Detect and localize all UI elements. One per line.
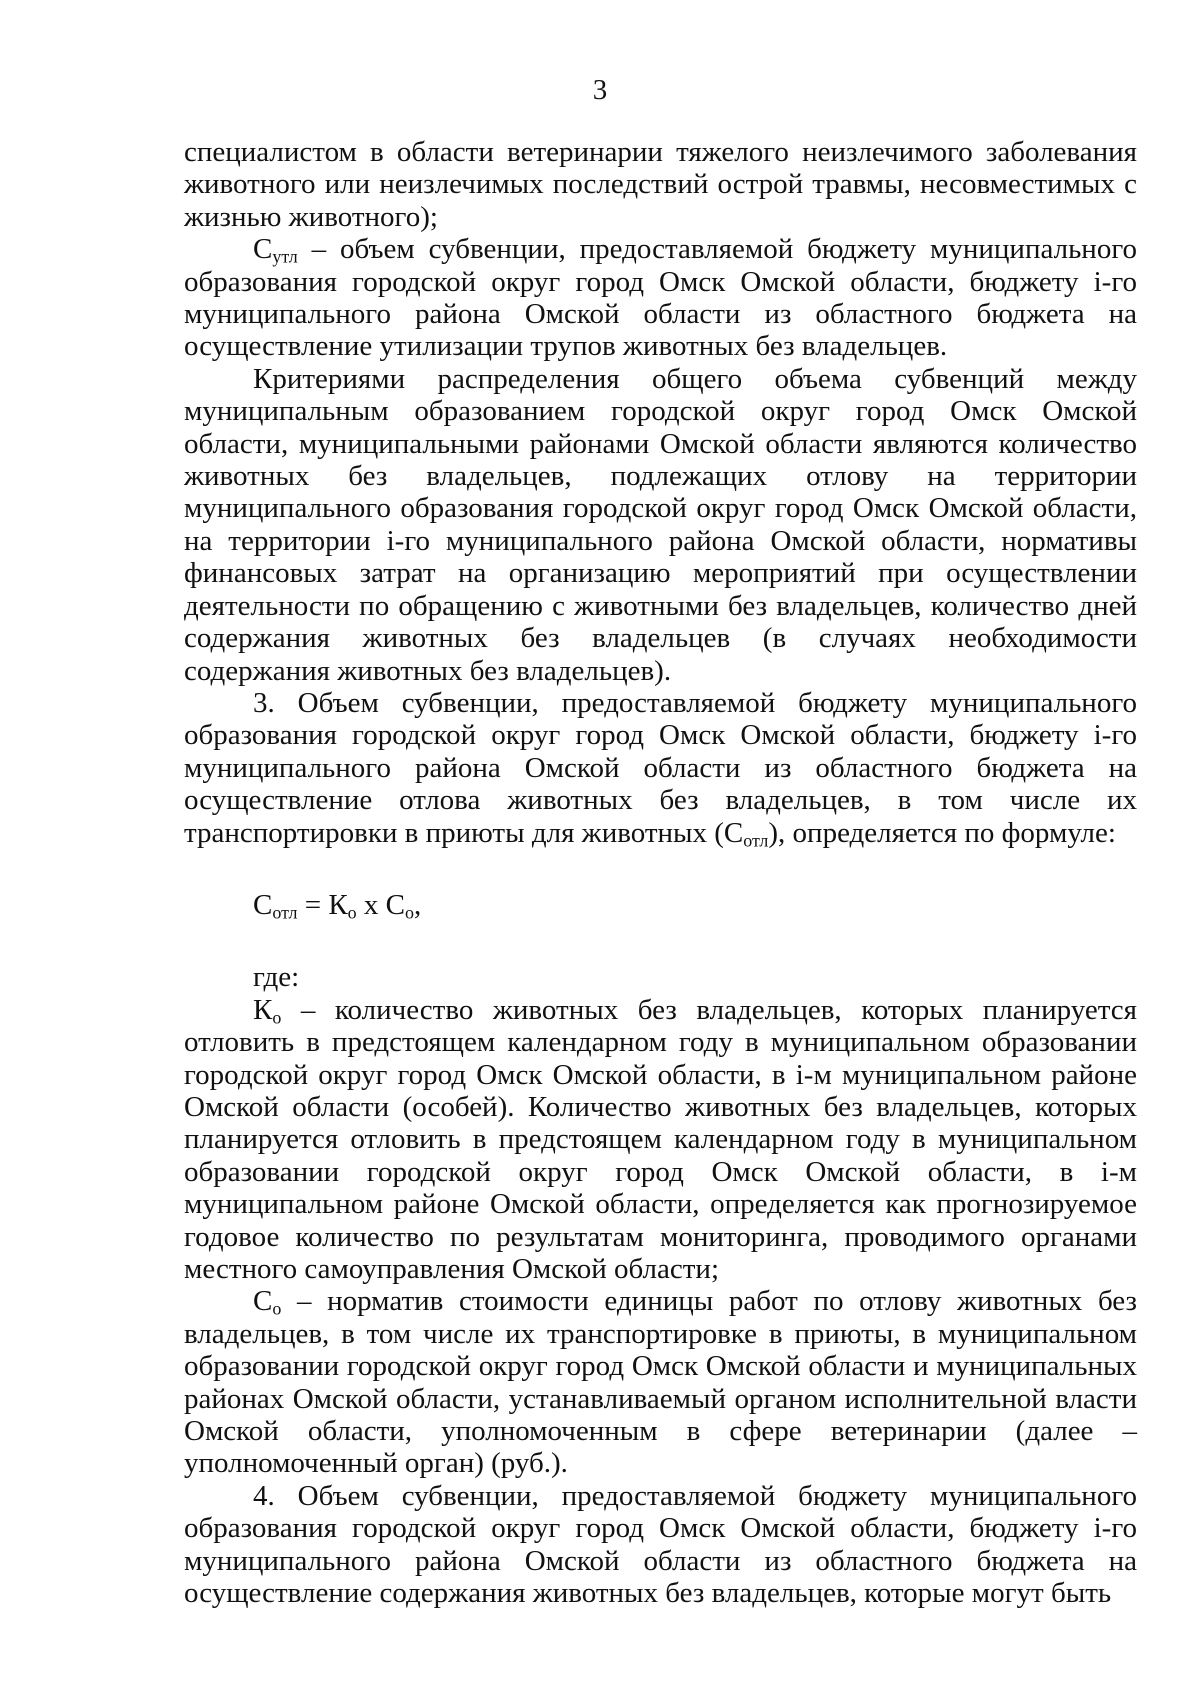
symbol-c: С: [253, 233, 273, 266]
paragraph-section-3: [184, 687, 1137, 849]
section-3-text: 3. Объем субвенции, предоставляемой бюджету муниципального образования городской округ город Омск Омской области, бюджету i-го муниципального района Омской области из областного бюджета на осуществление отлова животных без владельцев, в том числе их транспортировки в приюты для животных (С: [184, 686, 1137, 849]
formula-eq: = К: [297, 888, 348, 921]
formula-c-sub: отл: [272, 902, 298, 923]
formula: [184, 889, 1137, 921]
formula-c2-sub: о: [405, 902, 414, 923]
subscript-otl: отл: [743, 830, 769, 851]
where-label: где:: [253, 961, 300, 994]
symbol-c: С: [253, 1285, 273, 1318]
formula-k-sub: о: [347, 902, 357, 923]
paragraph-c-utl: [184, 233, 1137, 363]
page-number: 3: [592, 74, 608, 106]
definition-text: – количество животных без владельцев, которых планируется отловить в предстоящем календарном году в муниципальном образовании городской округ город Омск Омской области, в i-м муниципальном районе Омской области (особей). Количество животных без владельцев, которых планируется отловить в предстоящем календарном году в муниципальном образовании городской округ город Омск Омской области, в i-м муниципальном районе Омской области, определяется как прогнозируемое годовое количество по результатам мониторинга, проводимого органами местного самоуправления Омской области;: [184, 993, 1137, 1285]
spacer: [184, 849, 1137, 889]
subscript-utl: утл: [272, 246, 298, 267]
definition-text: – объем субвенции, предоставляемой бюджету муниципального образования городской округ город Омск Омской области, бюджету i-го муниципального района Омской области из областного бюджета на осуществление утилизации трупов животных без владельцев.: [184, 233, 1137, 363]
definition-text: – норматив стоимости единицы работ по отлову животных без владельцев, в том числе их транспортировке в приюты, в муниципальном образовании городской округ город Омск Омской области и муниципальных районах Омской области, устанавливаемый органом исполнительной власти Омской области, уполномоченным в сфере ветеринарии (далее – уполномоченный орган) (руб.).: [184, 1285, 1137, 1480]
formula-times: х С: [356, 888, 405, 921]
paragraph-section-4: 4. Объем субвенции, предоставляемой бюджету муниципального образования городской округ город Омск Омской области, бюджету i-го муниципального района Омской области из областного бюджета на осуществление содержания животных без владельцев, которые могут быть: [184, 1479, 1137, 1610]
document-body: [184, 136, 1137, 1609]
paragraph-k-o: [184, 994, 1137, 1286]
subscript-o: о: [272, 1298, 282, 1319]
spacer: [184, 921, 1137, 961]
symbol-k: К: [253, 993, 273, 1026]
formula-c: С: [253, 888, 273, 921]
section-3-text-end: ), определяется по формуле:: [768, 816, 1116, 849]
paragraph-criteria: Критериями распределения общего объема субвенций между муниципальным образованием городской округ город Омск Омской области, муниципальными районами Омской области являются количество животных без владельцев, подлежащих отлову на территории муниципального образования городской округ город Омск Омской области, на территории i-го муниципального района Омской области, нормативы финансовых затрат на организацию мероприятий при осуществлении деятельности по обращению с животными без владельцев, количество дней содержания животных без владельцев (в случаях необходимости содержания животных без владельцев).: [184, 362, 1137, 687]
paragraph-continuation: специалистом в области ветеринарии тяжелого неизлечимого заболевания животного или неизлечимых последствий острой травмы, несовместимых с жизнью животного);: [184, 136, 1137, 233]
subscript-o: о: [272, 1007, 282, 1028]
paragraph-c-o: [184, 1285, 1137, 1479]
formula-end: ,: [413, 888, 422, 921]
